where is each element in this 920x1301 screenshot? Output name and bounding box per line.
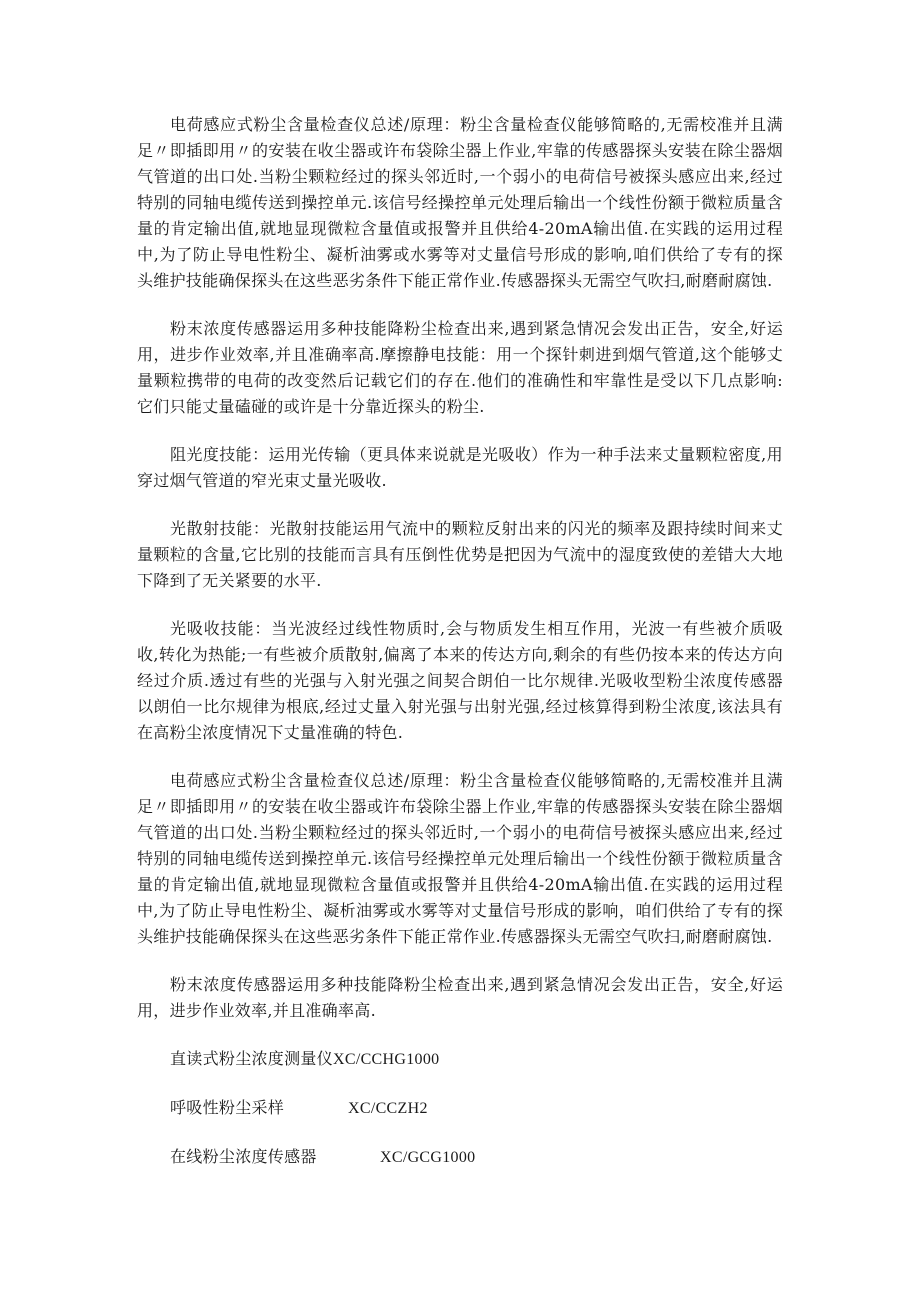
paragraph-opacity-technology: 阻光度技能：运用光传输（更具体来说就是光吸收）作为一种手法来丈量颗粒密度,用穿过烟气管道的窄光束丈量光吸收.: [137, 445, 783, 490]
product-code: XC/GCG1000: [380, 1149, 476, 1166]
product-code: XC/CCHG1000: [333, 1051, 440, 1068]
document-body: [137, 112, 783, 1193]
product-name: 呼吸性粉尘采样: [170, 1098, 285, 1117]
paragraph-light-absorption: 光吸收技能：当光波经过线性物质时,会与物质发生相互作用，光波一有些被介质吸收,转化为热能;一有些被介质散射,偏离了本来的传达方向,剩余的有些仍按本来的传达方向经过介质.透过有些的光强与入射光强之间契合朗伯一比尔规律.光吸收型粉尘浓度传感器以朗伯一比尔规律为根底,经过丈量入射光强与出射光强,经过核算得到粉尘浓度,该法具有在高粉尘浓度情况下丈量准确的特色.: [137, 619, 783, 742]
paragraph-charge-induction-overview-repeat: 电荷感应式粉尘含量检查仪总述/原理：粉尘含量检查仪能够简略的,无需校准并且满足〃即插即用〃的安装在收尘器或许布袋除尘器上作业,牢靠的传感器探头安装在除尘器烟气管道的出口处.当粉尘颗粒经过的探头邻近时,一个弱小的电荷信号被探头感应出来,经过特别的同轴电缆传送到操控单元.该信号经操控单元处理后输出一个线性份额于微粒质量含量的肯定输出值,就地显现微粒含量值或报警并且供给4-20mA输出值.在实践的运用过程中,为了防止导电性粉尘、凝析油雾或水雾等对丈量信号形成的影响，咱们供给了专有的探头维护技能确保探头在这些恶劣条件下能正常作业.传感器探头无需空气吹扫,耐磨耐腐蚀.: [137, 771, 783, 946]
product-name: 在线粉尘浓度传感器: [170, 1147, 317, 1166]
paragraph-dust-sensor-technologies: 粉末浓度传感器运用多种技能降粉尘检查出来,遇到紧急情况会发出正告，安全,好运用，进步作业效率,并且准确率高.摩擦静电技能：用一个探针刺进到烟气管道,这个能够丈量颗粒携带的电荷的改变然后记载它们的存在.他们的准确性和牢靠性是受以下几点影响:它们只能丈量磕碰的或许是十分靠近探头的粉尘.: [137, 319, 783, 416]
paragraph-light-scattering: 光散射技能：光散射技能运用气流中的颗粒反射出来的闪光的频率及跟持续时间来丈量颗粒的含量,它比别的技能而言具有压倒性优势是把因为气流中的湿度致使的差错大大地下降到了无关紧要的水平.: [137, 519, 783, 590]
product-name: 直读式粉尘浓度测量仪: [170, 1049, 334, 1068]
product-line: [137, 1046, 783, 1095]
product-line: [137, 1144, 783, 1193]
product-line: [137, 1095, 783, 1144]
product-code: XC/CCZH2: [348, 1100, 428, 1117]
paragraph-charge-induction-overview: 电荷感应式粉尘含量检查仪总述/原理：粉尘含量检查仪能够简略的,无需校准并且满足〃即插即用〃的安装在收尘器或许布袋除尘器上作业,牢靠的传感器探头安装在除尘器烟气管道的出口处.当粉尘颗粒经过的探头邻近时,一个弱小的电荷信号被探头感应出来,经过特别的同轴电缆传送到操控单元.该信号经操控单元处理后输出一个线性份额于微粒质量含量的肯定输出值,就地显现微粒含量值或报警并且供给4-20mA输出值.在实践的运用过程中,为了防止导电性粉尘、凝析油雾或水雾等对丈量信号形成的影响,咱们供给了专有的探头维护技能确保探头在这些恶劣条件下能正常作业.传感器探头无需空气吹扫,耐磨耐腐蚀.: [137, 115, 783, 290]
paragraph-dust-sensor-summary: 粉末浓度传感器运用多种技能降粉尘检查出来,遇到紧急情况会发出正告，安全,好运用，进步作业效率,并且准确率高.: [137, 975, 783, 1020]
